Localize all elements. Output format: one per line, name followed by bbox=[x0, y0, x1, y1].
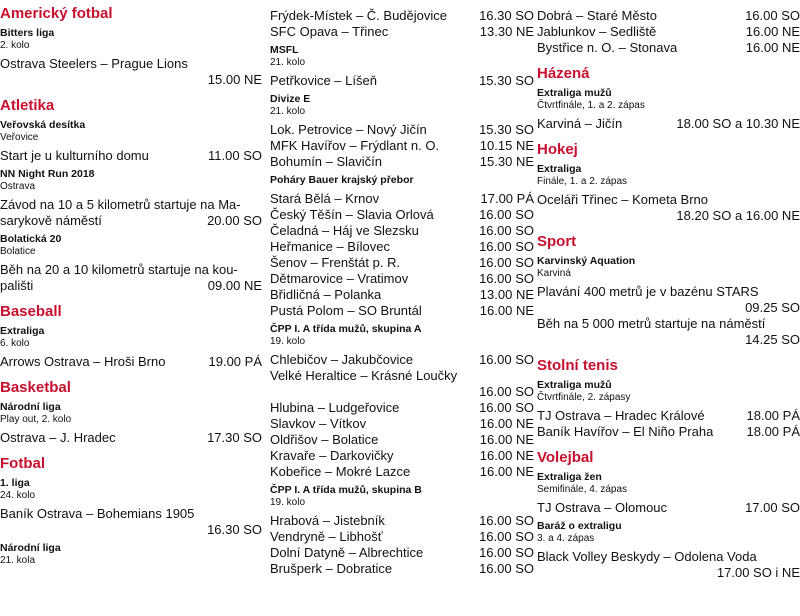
event-text: Velké Heraltice – Krásné Loučky bbox=[270, 368, 458, 383]
event-text: Dobrá – Staré Město bbox=[537, 8, 657, 23]
event-time: 19.00 PÁ bbox=[208, 354, 262, 369]
event-time: 10.15 NE bbox=[479, 138, 534, 153]
event-row bbox=[270, 122, 534, 138]
event-row bbox=[537, 40, 800, 56]
section-title-stolni-tenis: Stolní tenis bbox=[537, 357, 618, 374]
event-time: 16.30 SO bbox=[479, 8, 534, 23]
event-row bbox=[270, 239, 534, 255]
competition-title: Extraliga bbox=[0, 325, 45, 337]
section-title-hazena: Házená bbox=[537, 65, 590, 82]
event-text: Bystřice n. O. – Stonava bbox=[537, 40, 678, 55]
event-time: 16.00 SO bbox=[479, 271, 534, 286]
event-time: 16.00 SO bbox=[479, 352, 534, 367]
competition-note: 2. kolo bbox=[0, 40, 30, 51]
event-row bbox=[270, 400, 534, 416]
competition-note: Play out, 2. kolo bbox=[0, 414, 72, 425]
event-row bbox=[270, 432, 534, 448]
competition-title: Veřovská desítka bbox=[0, 119, 86, 131]
event-text: Hrabová – Jistebník bbox=[270, 513, 385, 528]
event-time: 15.30 NE bbox=[479, 154, 534, 169]
event-time: 17.00 SO i NE bbox=[716, 565, 800, 580]
competition-note: Čtvrtfinále, 1. a 2. zápas bbox=[537, 100, 645, 111]
competition-note: 21. kolo bbox=[270, 106, 306, 117]
event-text: Dolní Datyně – Albrechtice bbox=[270, 545, 424, 560]
column-2 bbox=[270, 0, 534, 577]
event-text: Kravaře – Darkovičky bbox=[270, 448, 394, 463]
event-time: 14.25 SO bbox=[745, 332, 800, 347]
competition-title: Extraliga mužů bbox=[537, 379, 612, 391]
event-row bbox=[270, 24, 534, 40]
competition-note: Čtvrtfinále, 2. zápasy bbox=[537, 392, 631, 403]
event-text: Břidličná – Polanka bbox=[270, 287, 382, 302]
event-time: 18.00 PÁ bbox=[746, 424, 800, 439]
competition-title: Extraliga bbox=[537, 163, 582, 175]
section-title-sport: Sport bbox=[537, 233, 577, 250]
event-text: Heřmanice – Bílovec bbox=[270, 239, 390, 254]
event-row bbox=[537, 424, 800, 440]
section-title-fotbal: Fotbal bbox=[0, 455, 45, 472]
section-title-basketbal: Basketbal bbox=[0, 379, 71, 396]
event-time: 17.00 PÁ bbox=[480, 191, 534, 206]
event-text: Petřkovice – Líšeň bbox=[270, 73, 377, 88]
event-row bbox=[537, 408, 800, 424]
competition-title: MSFL bbox=[270, 44, 299, 56]
event-text: Závod na 10 a 5 kilometrů startuje na Ma- bbox=[0, 197, 241, 212]
event-time: 13.00 NE bbox=[479, 287, 534, 302]
event-row bbox=[270, 223, 534, 239]
event-row bbox=[270, 271, 534, 287]
event-text: Jablunkov – Sedliště bbox=[537, 24, 657, 39]
competition-note: 21. kola bbox=[0, 555, 36, 566]
event-time: 16.00 NE bbox=[479, 448, 534, 463]
competition-title: Bitters liga bbox=[0, 27, 55, 39]
event-row bbox=[270, 416, 534, 432]
event-text: TJ Ostrava – Olomouc bbox=[537, 500, 668, 515]
event-time: 16.00 SO bbox=[479, 513, 534, 528]
event-row bbox=[270, 73, 534, 89]
event-row bbox=[537, 8, 800, 24]
competition-title: NN Night Run 2018 bbox=[0, 168, 95, 180]
competition-title: Karvinský Aquation bbox=[537, 255, 636, 267]
event-text: Oldřišov – Bolatice bbox=[270, 432, 379, 447]
event-time: 16.00 SO bbox=[479, 529, 534, 544]
event-row bbox=[0, 148, 262, 164]
event-text: Český Těšín – Slavia Orlová bbox=[270, 207, 434, 222]
event-time: 11.00 SO bbox=[208, 148, 262, 163]
event-text: Dětmarovice – Vratimov bbox=[270, 271, 409, 286]
event-time: 16.00 SO bbox=[479, 545, 534, 560]
event-text: Běh na 20 a 10 kilometrů startuje na kou- bbox=[0, 262, 238, 277]
event-text: Čeladná – Háj ve Slezsku bbox=[270, 223, 419, 238]
event-text: Stará Bělá – Krnov bbox=[270, 191, 380, 206]
competition-note: Veřovice bbox=[0, 132, 39, 143]
competition-title: Divize E bbox=[270, 93, 311, 105]
event-row bbox=[0, 278, 262, 294]
event-text: MFK Havířov – Frýdlant n. O. bbox=[270, 138, 440, 153]
event-time: 16.00 NE bbox=[479, 432, 534, 447]
event-row bbox=[0, 430, 262, 446]
event-row bbox=[270, 8, 534, 24]
event-text: sarykově náměstí bbox=[0, 213, 102, 228]
event-text: Oceláři Třinec – Kometa Brno bbox=[537, 192, 708, 207]
event-text: Lok. Petrovice – Nový Jičín bbox=[270, 122, 427, 137]
event-time: 20.00 SO bbox=[207, 213, 262, 228]
event-row bbox=[270, 513, 534, 529]
competition-note: Finále, 1. a 2. zápas bbox=[537, 176, 628, 187]
event-text: Bohumín – Slavičín bbox=[270, 154, 383, 169]
competition-note: Bolatice bbox=[0, 246, 36, 257]
event-time: 18.00 SO a 10.30 NE bbox=[676, 116, 800, 131]
competition-note: 19. kolo bbox=[270, 336, 306, 347]
event-row bbox=[0, 213, 262, 229]
competition-title: 1. liga bbox=[0, 477, 30, 489]
event-row bbox=[270, 191, 534, 207]
event-text: pališti bbox=[0, 278, 34, 293]
event-time: 15.00 NE bbox=[207, 72, 262, 87]
competition-note: 6. kolo bbox=[0, 338, 30, 349]
event-row bbox=[537, 500, 800, 516]
event-text: Frýdek-Místek – Č. Budějovice bbox=[270, 8, 448, 23]
event-row bbox=[270, 464, 534, 480]
event-time: 16.00 NE bbox=[479, 416, 534, 431]
section-title-hokej: Hokej bbox=[537, 141, 578, 158]
event-time: 16.00 SO bbox=[479, 255, 534, 270]
event-time: 16.00 SO bbox=[479, 384, 534, 399]
event-text: Plavání 400 metrů je v bazénu STARS bbox=[537, 284, 759, 299]
competition-title: ČPP I. A třída mužů, skupina A bbox=[270, 323, 422, 335]
competition-title: Národní liga bbox=[0, 401, 61, 413]
competition-title: Baráž o extraligu bbox=[537, 520, 622, 532]
event-time: 16.00 SO bbox=[745, 8, 800, 23]
event-text: Baník Havířov – El Niño Praha bbox=[537, 424, 714, 439]
event-text: Black Volley Beskydy – Odolena Voda bbox=[537, 549, 757, 564]
event-row bbox=[0, 354, 262, 370]
event-row bbox=[270, 545, 534, 561]
event-time: 16.00 SO bbox=[479, 239, 534, 254]
event-text: Brušperk – Dobratice bbox=[270, 561, 393, 576]
event-time: 16.00 SO bbox=[479, 207, 534, 222]
competition-title: Extraliga žen bbox=[537, 471, 602, 483]
event-time: 13.30 NE bbox=[479, 24, 534, 39]
event-time: 16.00 NE bbox=[745, 24, 800, 39]
event-row bbox=[270, 448, 534, 464]
competition-note: Semifinále, 4. zápas bbox=[537, 484, 628, 495]
event-row bbox=[270, 352, 534, 368]
event-text: Pustá Polom – SO Bruntál bbox=[270, 303, 422, 318]
event-text: Ostrava Steelers – Prague Lions bbox=[0, 56, 188, 71]
event-text: Kobeřice – Mokré Lazce bbox=[270, 464, 411, 479]
event-text: SFC Opava – Třinec bbox=[270, 24, 389, 39]
event-time: 16.00 SO bbox=[479, 223, 534, 238]
event-time: 15.30 SO bbox=[479, 122, 534, 137]
event-row bbox=[270, 303, 534, 319]
event-row bbox=[537, 24, 800, 40]
event-time: 18.20 SO a 16.00 NE bbox=[676, 208, 800, 223]
event-text: Ostrava – J. Hradec bbox=[0, 430, 116, 445]
event-row bbox=[270, 138, 534, 154]
event-time: 15.30 SO bbox=[479, 73, 534, 88]
event-time: 16.00 SO bbox=[479, 400, 534, 415]
competition-title: Národní liga bbox=[0, 542, 61, 554]
event-text: Chlebičov – Jakubčovice bbox=[270, 352, 414, 367]
event-text: Hlubina – Ludgeřovice bbox=[270, 400, 400, 415]
event-text: Baník Ostrava – Bohemians 1905 bbox=[0, 506, 195, 521]
event-time: 09.00 NE bbox=[207, 278, 262, 293]
section-title-americky-fotbal: Americký fotbal bbox=[0, 5, 113, 22]
event-row bbox=[270, 255, 534, 271]
event-text: Šenov – Frenštát p. R. bbox=[270, 255, 401, 270]
event-row bbox=[270, 561, 534, 577]
event-time: 18.00 PÁ bbox=[746, 408, 800, 423]
event-text: Start je u kulturního domu bbox=[0, 148, 149, 163]
section-title-volejbal: Volejbal bbox=[537, 449, 594, 466]
competition-title: Bolatická 20 bbox=[0, 233, 62, 245]
event-row bbox=[270, 154, 534, 170]
event-row bbox=[270, 287, 534, 303]
event-text: Slavkov – Vítkov bbox=[270, 416, 367, 431]
event-row bbox=[537, 116, 800, 132]
column-1 bbox=[0, 0, 262, 567]
competition-title: Poháry Bauer krajský přebor bbox=[270, 174, 414, 186]
competition-note: Karviná bbox=[537, 268, 571, 279]
event-text: Karviná – Jičín bbox=[537, 116, 623, 131]
event-row bbox=[270, 207, 534, 223]
event-time: 16.00 NE bbox=[479, 464, 534, 479]
column-3 bbox=[537, 0, 800, 581]
competition-note: 24. kolo bbox=[0, 490, 36, 501]
section-title-baseball: Baseball bbox=[0, 303, 62, 320]
section-title-atletika: Atletika bbox=[0, 97, 55, 114]
competition-note: 21. kolo bbox=[270, 57, 306, 68]
competition-title: ČPP I. A třída mužů, skupina B bbox=[270, 484, 422, 496]
event-text: TJ Ostrava – Hradec Králové bbox=[537, 408, 705, 423]
competition-note: 19. kolo bbox=[270, 497, 306, 508]
event-time: 16.00 NE bbox=[479, 303, 534, 318]
competition-note: Ostrava bbox=[0, 181, 36, 192]
event-time: 09.25 SO bbox=[745, 300, 800, 315]
event-text: Vendryně – Libhošť bbox=[270, 529, 383, 544]
event-time: 17.00 SO bbox=[745, 500, 800, 515]
competition-note: 3. a 4. zápas bbox=[537, 533, 595, 544]
event-time: 16.30 SO bbox=[207, 522, 262, 537]
event-time: 16.00 NE bbox=[745, 40, 800, 55]
event-time: 17.30 SO bbox=[207, 430, 262, 445]
event-row bbox=[270, 529, 534, 545]
event-text: Běh na 5 000 metrů startuje na náměstí bbox=[537, 316, 766, 331]
event-time: 16.00 SO bbox=[479, 561, 534, 576]
competition-title: Extraliga mužů bbox=[537, 87, 612, 99]
event-text: Arrows Ostrava – Hroši Brno bbox=[0, 354, 166, 369]
